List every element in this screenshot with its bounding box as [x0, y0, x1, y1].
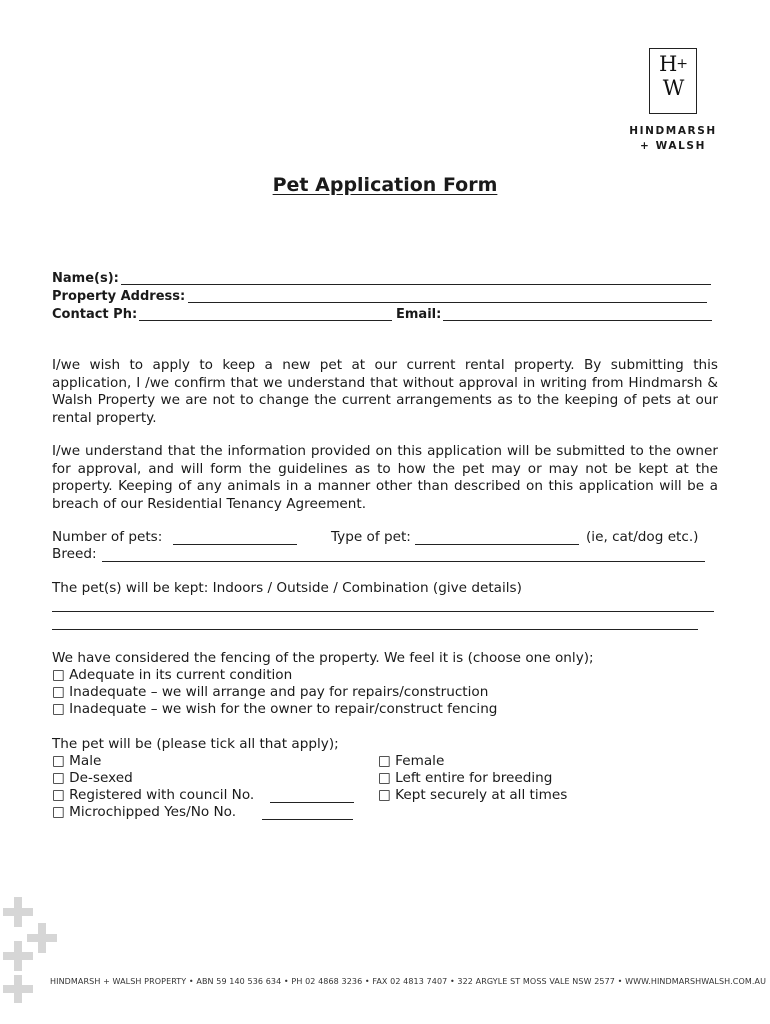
breed-input-line[interactable]	[102, 561, 705, 562]
contact-label: Contact Ph:	[52, 307, 138, 322]
type-of-pet-hint: (ie, cat/dog etc.)	[586, 529, 699, 545]
council-number-input-line[interactable]	[270, 802, 354, 803]
names-input-line[interactable]	[121, 284, 711, 285]
address-row	[52, 288, 185, 305]
pet-status-desexed[interactable]: □ De-sexed	[52, 770, 133, 786]
email-input-line[interactable]	[443, 320, 712, 321]
fencing-intro: We have considered the fencing of the property. We feel it is (choose one only);	[52, 650, 594, 666]
email-label: Email:	[396, 307, 442, 322]
contact-input-line[interactable]	[139, 320, 392, 321]
pet-status-microchipped[interactable]: □ Microchipped Yes/No No.	[52, 804, 237, 820]
logo-name	[600, 124, 746, 154]
names-row	[52, 270, 119, 287]
logo-monogram: H+ W	[658, 52, 688, 100]
kept-details-line-2[interactable]	[52, 629, 698, 630]
kept-details-line-1[interactable]	[52, 611, 714, 612]
logo-name-line1: HINDMARSH	[629, 125, 717, 137]
pet-status-entire[interactable]: □ Left entire for breeding	[378, 770, 553, 786]
number-of-pets-input-line[interactable]	[173, 544, 297, 545]
pet-status-male[interactable]: □ Male	[52, 753, 102, 769]
type-of-pet-label: Type of pet:	[331, 529, 411, 545]
pet-status-kept-securely[interactable]: □ Kept securely at all times	[378, 787, 568, 803]
decorative-crosses-icon	[0, 895, 70, 1005]
address-input-line[interactable]	[188, 302, 707, 303]
fencing-option-tenant-repair[interactable]: □ Inadequate – we will arrange and pay for repairs/construction	[52, 684, 489, 700]
pet-status-female[interactable]: □ Female	[378, 753, 445, 769]
fencing-option-adequate[interactable]: □ Adequate in its current condition	[52, 667, 293, 683]
pet-status-intro: The pet will be (please tick all that apply);	[52, 736, 339, 752]
footer-contact: HINDMARSH + WALSH PROPERTY • ABN 59 140 536 634 • PH 02 4868 3236 • FAX 02 4813 7407 • 322 ARGYLE ST MOSS VALE NSW 2577 • WWW.HINDMARSHWALSH.COM.AU	[50, 977, 767, 986]
email-row	[396, 306, 441, 323]
number-of-pets-label: Number of pets:	[52, 529, 163, 545]
microchip-number-input-line[interactable]	[262, 819, 353, 820]
page-title: Pet Application Form	[272, 174, 498, 196]
breed-label: Breed:	[52, 546, 97, 562]
contact-row	[52, 306, 137, 323]
type-of-pet-input-line[interactable]	[415, 544, 579, 545]
fencing-option-owner-repair[interactable]: □ Inadequate – we wish for the owner to repair/construct fencing	[52, 701, 498, 717]
kept-location-label: The pet(s) will be kept: Indoors / Outside / Combination (give details)	[52, 580, 522, 596]
pet-status-registered[interactable]: □ Registered with council No.	[52, 787, 255, 803]
paragraph-guidelines: I/we understand that the information provided on this application will be submitted to the owner for approval, and will form the guidelines as to how the pet may or may not be kept at the property. Keeping of any animals in a manner other than described on this application will be a breach of our Residential Tenancy Agreement.	[52, 443, 718, 512]
logo-name-line2: + WALSH	[640, 140, 706, 152]
paragraph-approval: I/we wish to apply to keep a new pet at our current rental property. By submitting this application, I /we confirm that we understand that without approval in writing from Hindmarsh & Walsh Property we are not to change the current arrangements as to the keeping of pets at our rental property.	[52, 357, 718, 426]
address-label: Property Address:	[52, 289, 186, 304]
names-label: Name(s):	[52, 271, 119, 286]
